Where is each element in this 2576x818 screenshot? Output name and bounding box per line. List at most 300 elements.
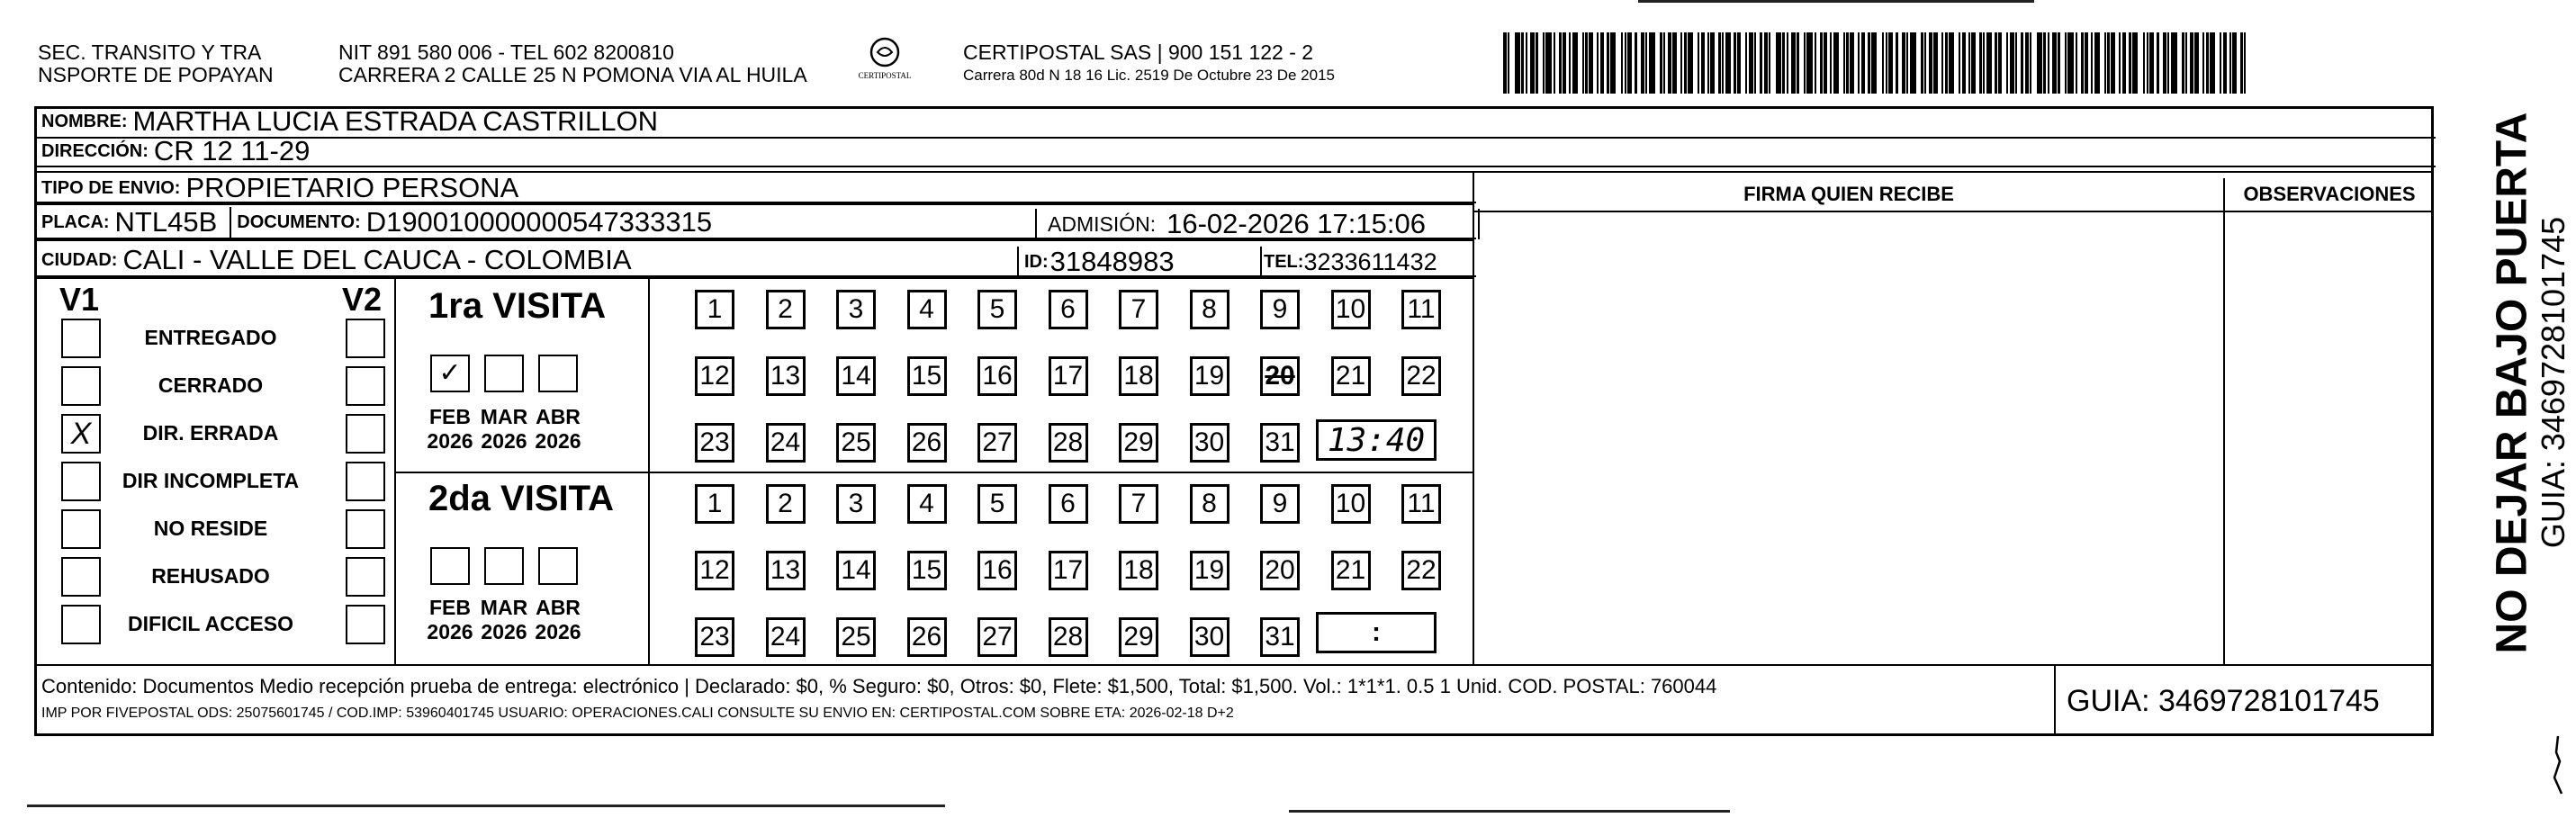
tel-value: 3233611432: [1303, 247, 1437, 275]
barcode-bar: [1858, 32, 1860, 94]
barcode-bar: [2048, 32, 2049, 94]
visit2-day[interactable]: [1119, 617, 1158, 657]
id-label: ID:: [1024, 251, 1049, 272]
barcode-bar: [1589, 32, 1593, 94]
type-value: PROPIETARIO PERSONA: [185, 175, 519, 203]
barcode-bar: [1776, 32, 1781, 94]
name-value: MARTHA LUCIA ESTRADA CASTRILLON: [132, 106, 658, 137]
carrier-company: CERTIPOSTAL SAS | 900 151 122 - 2: [963, 40, 1314, 64]
visit1-day[interactable]: [695, 290, 734, 329]
barcode-bar: [2030, 32, 2031, 94]
status-label: NO RESIDE: [153, 517, 268, 540]
visit2-day-number: 3: [848, 489, 864, 518]
address-value: CR 12 11-29: [153, 137, 311, 166]
visit2-day-number: 15: [911, 555, 942, 585]
visit1-day-number: 13: [770, 361, 801, 391]
barcode-bar: [2015, 32, 2017, 94]
visit1-day-number: 26: [911, 427, 942, 457]
barcode-bar: [2129, 32, 2131, 94]
barcode-bar: [1933, 32, 1938, 94]
admission-cell: [1035, 209, 1480, 239]
barcode-bar: [1949, 32, 1954, 94]
barcode-bar: [1815, 32, 1816, 94]
visit2-day-number: 11: [1407, 489, 1436, 518]
obs-header: [2225, 178, 2434, 212]
barcode-bar: [2052, 32, 2057, 94]
barcode-bar: [2021, 32, 2023, 94]
visit2-day-number: 9: [1272, 489, 1288, 518]
name-row: [36, 106, 2436, 139]
visit2-day[interactable]: [766, 617, 806, 657]
barcode-bar: [2067, 32, 2074, 94]
visit1-day-number: 16: [982, 361, 1013, 391]
sender-org-line2: NSPORTE DE POPAYAN: [38, 63, 274, 86]
visit2-day[interactable]: [1331, 484, 1371, 524]
visit2-day-number: 18: [1123, 555, 1154, 585]
tel-cell: [1258, 247, 1474, 277]
v2-checkbox[interactable]: [346, 605, 385, 644]
visit2-month-name: FEB: [429, 596, 471, 619]
visit2-day-number: 5: [989, 489, 1005, 518]
visit2-day-number: 19: [1193, 555, 1225, 585]
visit2-day-number: 24: [770, 622, 801, 652]
barcode-bar: [2058, 32, 2060, 94]
barcode-bar: [1902, 32, 1905, 94]
visit1-day-number: 8: [1202, 294, 1217, 324]
v2-checkbox[interactable]: [346, 366, 385, 406]
visit1-day-number: 20: [1265, 361, 1295, 391]
type-label: TIPO DE ENVIO:: [41, 177, 181, 198]
barcode-bar: [1545, 32, 1552, 94]
visit2-day[interactable]: [977, 617, 1017, 657]
doc-value: D190010000000547333315: [365, 207, 713, 238]
visit2-day-number: 28: [1052, 622, 1084, 652]
visit1-month-mark: ✓: [438, 358, 462, 388]
visit1-day-number: 17: [1052, 361, 1084, 391]
barcode-bar: [2122, 32, 2126, 94]
barcode-bar: [2229, 32, 2231, 94]
barcode-bar: [2206, 32, 2209, 94]
barcode: [1503, 32, 2250, 94]
visit1-day[interactable]: [1119, 290, 1158, 329]
barcode-bar: [1749, 32, 1753, 94]
barcode-bar: [2232, 32, 2237, 94]
barcode-bar: [2182, 32, 2184, 94]
bottom-line-right: [1289, 810, 1730, 813]
visit1-day[interactable]: [977, 356, 1017, 396]
firma-label: FIRMA QUIEN RECIBE: [1743, 183, 1954, 205]
visit2-day-number: 6: [1060, 489, 1076, 518]
barcode-bar: [1663, 32, 1665, 94]
barcode-bar: [1910, 32, 1916, 94]
barcode-bar: [1621, 32, 1623, 94]
visit1-day[interactable]: [907, 356, 947, 396]
admission-label: ADMISIÓN:: [1048, 211, 1157, 236]
visit2-day[interactable]: [1049, 551, 1088, 590]
visit2-month-box[interactable]: [484, 547, 524, 585]
visit1-day-number: 25: [841, 427, 871, 457]
visit2-day[interactable]: [836, 551, 876, 590]
barcode-bar: [2244, 32, 2246, 94]
visit2-day[interactable]: [766, 551, 806, 590]
barcode-bar: [2194, 32, 2199, 94]
carrier-license: Carrera 80d N 18 16 Lic. 2519 De Octubre 23 De 2015: [963, 67, 1335, 84]
v2-checkbox[interactable]: [346, 557, 385, 597]
visit2-day-number: 17: [1052, 555, 1084, 585]
visit2-day[interactable]: [977, 551, 1017, 590]
visit1-day-number: 1: [707, 294, 723, 324]
barcode-bar: [1582, 32, 1584, 94]
visit1-day[interactable]: [695, 423, 734, 463]
visit2-month-year: 2026: [481, 620, 527, 643]
visit1-day-number: 15: [911, 361, 942, 391]
barcode-bar: [2132, 32, 2138, 94]
barcode-bar: [2081, 32, 2084, 94]
v2-header: V2: [342, 281, 383, 318]
observations-area[interactable]: [2225, 212, 2434, 662]
visit1-day-number: 10: [1335, 294, 1366, 324]
barcode-bar: [2190, 32, 2193, 94]
visit1-day[interactable]: [1119, 356, 1158, 396]
barcode-bar: [1791, 32, 1796, 94]
visit1-month-label: [477, 405, 531, 454]
barcode-bar: [1672, 32, 1677, 94]
visit2-month-year: 2026: [535, 620, 581, 643]
visit2-day[interactable]: [1260, 617, 1300, 657]
visit2-month-name: ABR: [536, 596, 581, 619]
barcode-bar: [1707, 32, 1709, 94]
barcode-bar: [1820, 32, 1823, 94]
barcode-bar: [1701, 32, 1705, 94]
barcode-bar: [1979, 32, 1982, 94]
visit2-day[interactable]: [1401, 551, 1441, 590]
v1-header: V1: [59, 281, 100, 318]
barcode-bar: [2037, 32, 2042, 94]
visit2-day[interactable]: [766, 484, 806, 524]
plate-value: NTL45B: [114, 207, 218, 238]
barcode-bar: [1921, 32, 1923, 94]
visit1-day[interactable]: [836, 290, 876, 329]
barcode-bar: [2010, 32, 2014, 94]
visit1-day[interactable]: [836, 356, 876, 396]
visit1-month-year: 2026: [535, 429, 581, 453]
barcode-bar: [2107, 32, 2110, 94]
visit2-day[interactable]: [1190, 617, 1229, 657]
visit2-day-number: 29: [1123, 622, 1154, 652]
sender-address: CARRERA 2 CALLE 25 N POMONA VIA AL HUILA: [338, 63, 807, 86]
visit1-month-year: 2026: [481, 429, 527, 453]
barcode-bar: [1971, 32, 1976, 94]
barcode-bar: [2111, 32, 2115, 94]
visit2-day[interactable]: [1190, 551, 1229, 590]
barcode-bar: [1688, 32, 1693, 94]
visit1-month-label: [423, 405, 477, 454]
visit1-month-year: 2026: [427, 429, 473, 453]
visit2-day-number: 7: [1130, 489, 1147, 518]
visit1-day-number: 14: [841, 361, 871, 391]
status-label: CERRADO: [158, 373, 264, 397]
visit1-time: 13:40: [1327, 421, 1426, 459]
visit2-month-name: MAR: [480, 596, 528, 619]
barcode-bar: [2149, 32, 2154, 94]
sender-org-line1: SEC. TRANSITO Y TRA: [38, 40, 262, 64]
visit2-day[interactable]: [907, 484, 947, 524]
status-label: DIR. ERRADA: [142, 421, 279, 445]
visit1-month-box[interactable]: [484, 355, 524, 392]
barcode-bar: [1610, 32, 1616, 94]
barcode-bar: [2025, 32, 2029, 94]
visit2-day[interactable]: [1260, 551, 1300, 590]
barcode-bar: [1710, 32, 1715, 94]
v2-checkbox[interactable]: [346, 414, 385, 454]
visit2-month-label: [423, 596, 477, 644]
visit1-month-name: FEB: [429, 405, 471, 428]
visit1-day[interactable]: [1331, 356, 1371, 396]
barcode-bar: [2240, 32, 2243, 94]
barcode-bar: [1508, 32, 1509, 94]
visit2-month-box[interactable]: [430, 547, 470, 585]
barcode-bar: [1995, 32, 1997, 94]
barcode-bar: [1968, 32, 1970, 94]
barcode-bar: [2094, 32, 2100, 94]
barcode-bar: [1745, 32, 1747, 94]
barcode-bar: [1861, 32, 1865, 94]
visit1-day[interactable]: [1260, 423, 1300, 463]
barcode-bar: [2065, 32, 2067, 94]
visit2-day-number: 14: [841, 555, 871, 585]
type-row: [36, 175, 1476, 203]
visit2-day[interactable]: [836, 617, 876, 657]
visit1-day-number: 27: [982, 427, 1013, 457]
barcode-bar: [1536, 32, 1538, 94]
admission-value: 16-02-2026 17:15:06: [1166, 208, 1426, 239]
visit2-month-label: [531, 596, 585, 644]
visit1-day[interactable]: [1049, 423, 1088, 463]
visit1-day-number: 2: [778, 294, 793, 324]
visit1-day[interactable]: [1049, 356, 1088, 396]
barcode-bar: [1600, 32, 1604, 94]
sender-nit: NIT 891 580 006 - TEL 602 8200810: [338, 40, 674, 64]
visit2-day[interactable]: [695, 617, 734, 657]
visit1-day[interactable]: [1190, 356, 1229, 396]
visit1-day[interactable]: [1049, 290, 1088, 329]
id-cell: [1017, 247, 1262, 277]
footer-contents: Contenido: Documentos Medio recepción prueba de entrega: electrónico | Declarado: $0, % Seguro: $0, Otros: $0, Flete: $1,500, Total: $1,500. Vol.: 1*1*1. 0.5 1 Unid. COD. POSTAL: 760044: [41, 675, 1717, 697]
barcode-bar: [1830, 32, 1832, 94]
visit1-day[interactable]: [695, 356, 734, 396]
barcode-bar: [1515, 32, 1520, 94]
barcode-bar: [1625, 32, 1626, 94]
visit2-day-number: 8: [1202, 489, 1217, 518]
visit2-month-label: [477, 596, 531, 644]
visit1-day-number: 28: [1052, 427, 1084, 457]
city-label: CIUDAD:: [41, 249, 118, 270]
barcode-bar: [1764, 32, 1768, 94]
barcode-bar: [2202, 32, 2204, 94]
visit2-time-box[interactable]: [1316, 612, 1437, 653]
visit1-day[interactable]: [1260, 356, 1300, 396]
visit2-day[interactable]: [907, 551, 947, 590]
visit1-day-number: 29: [1123, 427, 1154, 457]
visit2-day[interactable]: [1331, 551, 1371, 590]
barcode-bar: [1906, 32, 1908, 94]
barcode-bar: [1886, 32, 1887, 94]
barcode-bar: [1559, 32, 1562, 94]
barcode-bar: [1698, 32, 1699, 94]
visit2-day[interactable]: [1260, 484, 1300, 524]
barcode-bar: [1962, 32, 1966, 94]
visit1-month-name: MAR: [480, 405, 528, 428]
barcode-bar: [1846, 32, 1849, 94]
barcode-bar: [1680, 32, 1682, 94]
barcode-bar: [1941, 32, 1943, 94]
barcode-bar: [1806, 32, 1813, 94]
v2-checkbox[interactable]: [346, 319, 385, 358]
barcode-bar: [2143, 32, 2145, 94]
visit2-day-number: 27: [982, 622, 1013, 652]
logo-text: CERTIPOSTAL: [858, 71, 912, 80]
barcode-bar: [1882, 32, 1884, 94]
visit2-month-box[interactable]: [538, 547, 578, 585]
barcode-bar: [2147, 32, 2148, 94]
barcode-bar: [2157, 32, 2159, 94]
sender-contact: [338, 41, 807, 86]
barcode-bar: [1530, 32, 1535, 94]
barcode-bar: [1896, 32, 1898, 94]
visit2-day[interactable]: [907, 617, 947, 657]
barcode-bar: [1645, 32, 1647, 94]
sender-org: [38, 41, 274, 86]
visit1-day[interactable]: [766, 290, 806, 329]
name-label: NOMBRE:: [41, 111, 128, 131]
barcode-bar: [1769, 32, 1770, 94]
barcode-bar: [2185, 32, 2187, 94]
signature-header: [1474, 178, 2223, 212]
visit1-day[interactable]: [1401, 356, 1441, 396]
visit1-day[interactable]: [907, 290, 947, 329]
barcode-bar: [1597, 32, 1599, 94]
visit1-day[interactable]: [907, 423, 947, 463]
barcode-bar: [1554, 32, 1555, 94]
signature-area[interactable]: [1474, 212, 2223, 662]
visit2-day[interactable]: [1119, 551, 1158, 590]
address-row: [36, 137, 2436, 167]
status-label: ENTREGADO: [144, 326, 277, 349]
barcode-bar: [1945, 32, 1948, 94]
barcode-bar: [2076, 32, 2077, 94]
visit2-day[interactable]: [1190, 484, 1229, 524]
barcode-bar: [1718, 32, 1721, 94]
visit2-day-number: 31: [1265, 622, 1295, 652]
visit2-day-number: 22: [1406, 555, 1437, 585]
visit1-day[interactable]: [977, 423, 1017, 463]
barcode-bar: [2220, 32, 2221, 94]
edge-scribble: [2547, 734, 2569, 797]
visit1-day-number: 5: [989, 294, 1005, 324]
visit1-day[interactable]: [977, 290, 1017, 329]
barcode-bar: [1569, 32, 1571, 94]
barcode-bar: [1607, 32, 1609, 94]
side-guia-text: GUIA: 3469728101745: [2535, 216, 2571, 549]
visit1-day[interactable]: [1401, 290, 1441, 329]
barcode-bar: [2043, 32, 2046, 94]
barcode-bar: [2210, 32, 2215, 94]
barcode-bar: [1929, 32, 1932, 94]
visit2-day[interactable]: [695, 551, 734, 590]
visit1-day-number: 18: [1123, 361, 1154, 391]
visit1-time-box[interactable]: [1316, 419, 1437, 461]
address-label: DIRECCIÓN:: [41, 140, 149, 161]
visit2-day[interactable]: [695, 484, 734, 524]
visit2-day-number: 1: [707, 489, 723, 518]
barcode-bar: [2167, 32, 2169, 94]
v1-check-mark: X: [70, 417, 92, 451]
bottom-line-left: [27, 805, 945, 807]
obs-label: OBSERVACIONES: [2243, 183, 2416, 205]
visit2-day[interactable]: [1119, 484, 1158, 524]
status-label: REHUSADO: [151, 564, 270, 588]
visit2-day-number: 13: [770, 555, 801, 585]
visit1-day[interactable]: [1190, 423, 1229, 463]
visit2-day[interactable]: [1401, 484, 1441, 524]
visit1-day[interactable]: [1260, 290, 1300, 329]
visit1-day-number: 7: [1130, 294, 1147, 324]
v2-checkbox[interactable]: [346, 509, 385, 549]
barcode-bar: [2119, 32, 2121, 94]
visit1-day-number: 9: [1272, 294, 1288, 324]
visit2-day-number: 23: [699, 622, 730, 652]
v2-checkbox[interactable]: [346, 462, 385, 501]
city-value: CALI - VALLE DEL CAUCA - COLOMBIA: [122, 245, 632, 275]
barcode-bar: [1754, 32, 1756, 94]
visit2-day[interactable]: [977, 484, 1017, 524]
visit2-time: :: [1372, 617, 1381, 647]
barcode-bar: [2171, 32, 2177, 94]
barcode-bar: [1526, 32, 1527, 94]
status-label: DIR INCOMPLETA: [122, 469, 300, 492]
visit1-day[interactable]: [836, 423, 876, 463]
barcode-bar: [1660, 32, 1662, 94]
visit1-day[interactable]: [766, 423, 806, 463]
visit1-month-label: [531, 405, 585, 454]
visit2-day[interactable]: [836, 484, 876, 524]
visit1-day[interactable]: [1119, 423, 1158, 463]
certipostal-logo: [842, 36, 928, 83]
visit2-day[interactable]: [1049, 484, 1088, 524]
visit2-day-number: 10: [1335, 489, 1366, 518]
visit2-day-number: 25: [841, 622, 871, 652]
visit1-day[interactable]: [766, 356, 806, 396]
barcode-bar: [1572, 32, 1578, 94]
visit2-day-number: 30: [1193, 622, 1225, 652]
visit2-day[interactable]: [1049, 617, 1088, 657]
visit2-day-number: 4: [919, 489, 934, 518]
barcode-bar: [1737, 32, 1741, 94]
barcode-bar: [1787, 32, 1788, 94]
visit2-day-number: 21: [1335, 555, 1366, 585]
carrier-info: [963, 41, 1335, 85]
visit2-day-number: 16: [982, 555, 1013, 585]
visit1-month-box[interactable]: [538, 355, 578, 392]
no-dejar-text: NO DEJAR BAJO PUERTA: [2488, 112, 2536, 654]
barcode-bar: [1684, 32, 1687, 94]
visit1-day[interactable]: [1331, 290, 1371, 329]
visit1-month-box[interactable]: [430, 355, 470, 392]
visit1-day-number: 19: [1193, 361, 1225, 391]
barcode-bar: [1503, 32, 1507, 94]
visit1-day[interactable]: [1190, 290, 1229, 329]
visit1-day-number: 22: [1406, 361, 1437, 391]
